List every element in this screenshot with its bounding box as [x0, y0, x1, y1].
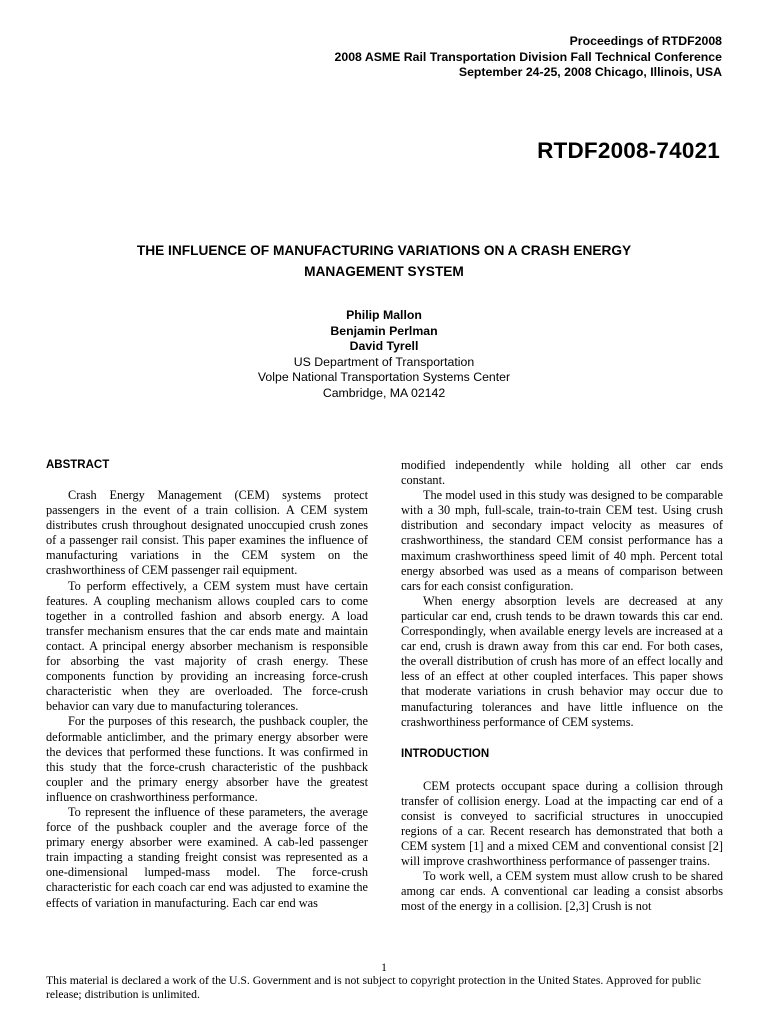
- copyright-footer: This material is declared a work of the U.S. Government and is not subject to copyright protection in the United States. Approved for public release; distribution is unlimited.: [46, 974, 701, 1001]
- abstract-paragraph: When energy absorption levels are decreased at any particular car end, crush tends to be drawn towards this car end. Correspondingly, when available energy levels are increased at a car end, crush is drawn away from this car end. For both cases, the overall distribution of crush has more of an effect locally and less of an effect at other coupled interfaces. This paper shows that moderate variations in crush behavior may occur due to manufacturing tolerances and have little influence on the crashworthiness performance of CEM systems.: [401, 593, 723, 729]
- abstract-paragraph: To perform effectively, a CEM system must have certain features. A coupling mechanism allows coupled cars to come together in a controlled fashion and absorb energy. A load transfer mechanism ensures that the car ends mate and maintain contact. A principal energy absorber mechanism is responsible for absorbing the vast majority of crash energy. These components function by providing an increasing force-crush characteristic when they are overloaded. The force-crush behavior can vary due to manufacturing tolerances.: [46, 578, 368, 714]
- paper-id: RTDF2008-74021: [537, 138, 720, 163]
- abstract-heading: ABSTRACT: [46, 459, 110, 471]
- author-name: Benjamin Perlman: [330, 323, 438, 338]
- affiliation-line: Volpe National Transportation Systems Center: [257, 370, 511, 384]
- conference-date-location: September 24-25, 2008 Chicago, Illinois, USA: [458, 65, 722, 79]
- author-name: David Tyrell: [349, 339, 419, 353]
- abstract-paragraph: For the purposes of this research, the pushback coupler, the deformable anticlimber, and the primary energy absorber were the devices that performed these functions. It was confirmed in this study that the force-crush characteristic of the pushback coupler and the primary energy absorber have the greatest influence on crashworthiness performance.: [46, 714, 368, 804]
- paper-title-line-2: MANAGEMENT SYSTEM: [304, 264, 464, 279]
- abstract-paragraph: To represent the influence of these parameters, the average force of the pushback coupler and the average force of the primary energy absorber were examined. A cab-led passenger train impacting a standing freight consist was represented as a one-dimensional lumped-mass model. The force-crush characteristic for each coach car end was adjusted to examine the effects of variation in manufacturing. Each car end was: [46, 804, 368, 910]
- abstract-paragraph: modified independently while holding all other car ends constant.: [401, 458, 723, 488]
- abstract-paragraph: The model used in this study was designed to be comparable with a 30 mph, full-scale, train-to-train CEM test. Using crush distribution and secondary impact velocity as measures of crashworthiness, the standard CEM consist performance has a maximum crashworthiness speed limit of 40 mph. Percent total energy absorbed was used as a means of comparison between cars for each consist configuration.: [401, 488, 723, 593]
- left-column: [46, 458, 368, 911]
- author-name: Philip Mallon: [346, 308, 422, 322]
- abstract-paragraph: Crash Energy Management (CEM) systems protect passengers in the event of a train collision. A CEM system distributes crush throughout designated unoccupied crush zones of a passenger rail consist. This paper examines the influence of manufacturing variations in the CEM system on the crashworthiness of CEM passenger rail equipment.: [46, 488, 368, 578]
- paper-title-line-1: THE INFLUENCE OF MANUFACTURING VARIATIONS ON A CRASH ENERGY: [136, 243, 632, 258]
- affiliation-line: Cambridge, MA 02142: [322, 385, 446, 400]
- paper-title: [0, 240, 768, 282]
- introduction-heading: INTRODUCTION: [401, 747, 490, 760]
- right-column: [401, 458, 723, 915]
- page-number: 1: [381, 962, 387, 974]
- author-block: [0, 308, 768, 401]
- introduction-paragraph: To work well, a CEM system must allow crush to be shared among car ends. A conventional car leading a consist absorbs most of the energy in a collision. [2,3] Crush is not: [401, 869, 723, 914]
- affiliation-line: US Department of Transportation: [293, 354, 475, 369]
- conference-name: 2008 ASME Rail Transportation Division Fall Technical Conference: [334, 49, 722, 64]
- proceedings-header: [335, 34, 722, 81]
- proceedings-title: Proceedings of RTDF2008: [569, 34, 722, 48]
- introduction-paragraph: CEM protects occupant space during a collision through transfer of collision energy. Load at the impacting car end of a consist is conveyed to sacrificial structures in unoccupied regions of a car. Recent research has demonstrated that both a CEM system [1] and a mixed CEM and conventional consist [2] will improve crashworthiness performance of passenger trains.: [401, 778, 723, 869]
